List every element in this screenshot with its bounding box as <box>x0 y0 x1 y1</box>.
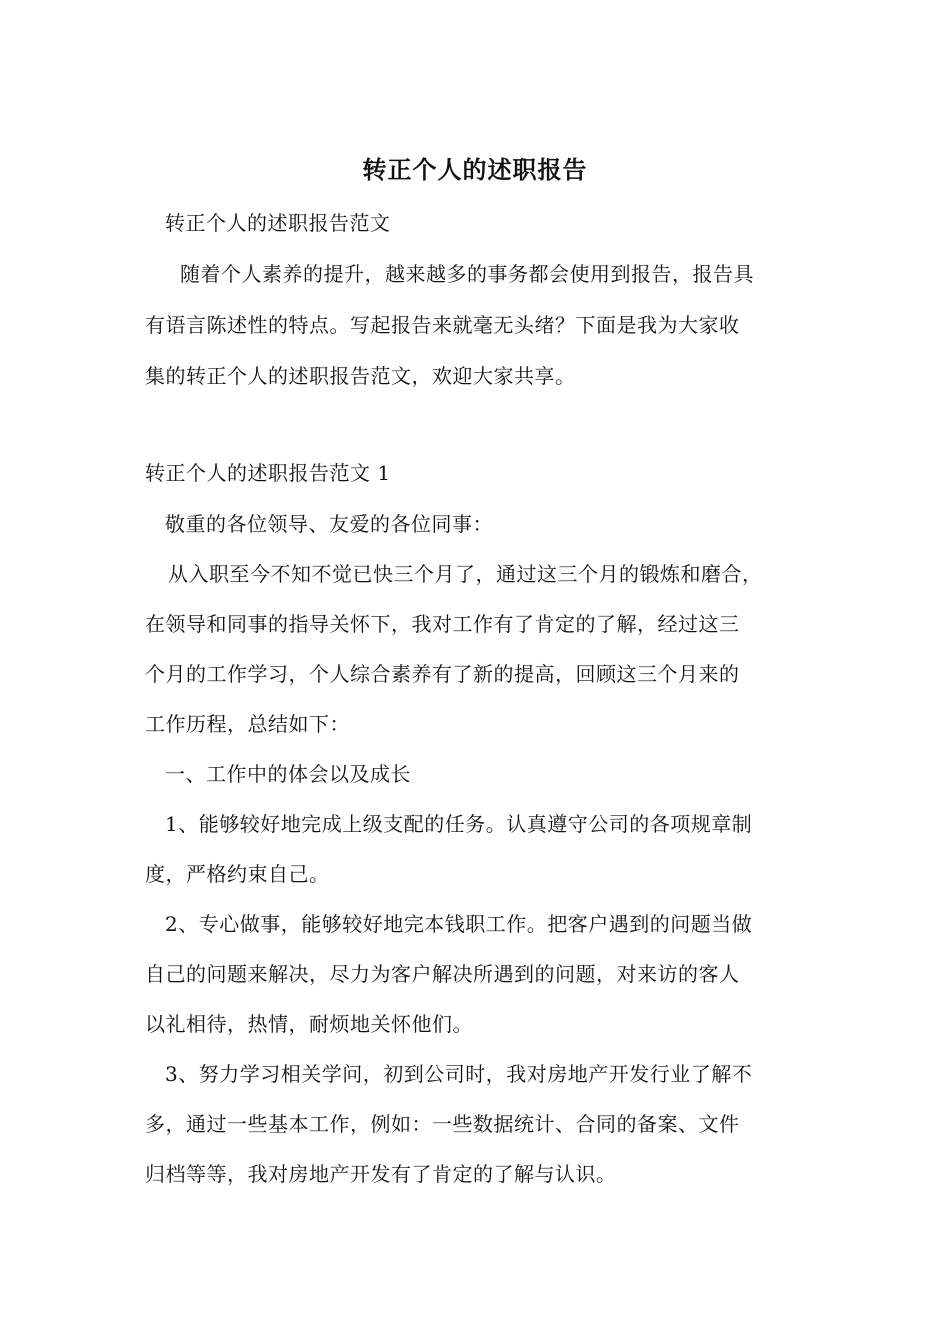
paragraph-line: 2、专心做事，能够较好地完本钱职工作。把客户遇到的问题当做 <box>165 912 753 936</box>
section-heading: 一、工作中的体会以及成长 <box>165 762 411 786</box>
section-heading: 转正个人的述职报告范文 1 <box>145 461 391 485</box>
paragraph-line: 归档等等，我对房地产开发有了肯定的了解与认识。 <box>145 1162 617 1186</box>
paragraph-line: 1、能够较好地完成上级支配的任务。认真遵守公司的各项规章制 <box>165 812 753 836</box>
paragraph-line: 转正个人的述职报告范文 <box>165 211 391 235</box>
paragraph-line: 以礼相待，热情，耐烦地关怀他们。 <box>145 1012 473 1036</box>
paragraph-line: 有语言陈述性的特点。写起报告来就毫无头绪？下面是我为大家收 <box>145 313 740 337</box>
paragraph-line: 自己的问题来解决，尽力为客户解决所遇到的问题，对来访的客人 <box>145 962 740 986</box>
paragraph-line: 敬重的各位领导、友爱的各位同事： <box>165 512 493 536</box>
paragraph-line: 从入职至今不知不觉已快三个月了，通过这三个月的锻炼和磨合， <box>168 562 763 586</box>
paragraph-line: 度，严格约束自己。 <box>145 862 330 886</box>
paragraph-line: 在领导和同事的指导关怀下，我对工作有了肯定的了解，经过这三 <box>145 612 740 636</box>
paragraph-line: 3、努力学习相关学问，初到公司时，我对房地产开发行业了解不 <box>165 1062 753 1086</box>
paragraph-line: 集的转正个人的述职报告范文，欢迎大家共享。 <box>145 364 576 388</box>
paragraph-line: 多，通过一些基本工作，例如：一些数据统计、合同的备案、文件 <box>145 1112 740 1136</box>
document-title: 转正个人的述职报告 <box>362 156 588 184</box>
paragraph-line: 个月的工作学习，个人综合素养有了新的提高，回顾这三个月来的 <box>145 662 740 686</box>
paragraph-line: 随着个人素养的提升，越来越多的事务都会使用到报告，报告具 <box>180 262 754 286</box>
paragraph-line: 工作历程，总结如下： <box>145 712 350 736</box>
